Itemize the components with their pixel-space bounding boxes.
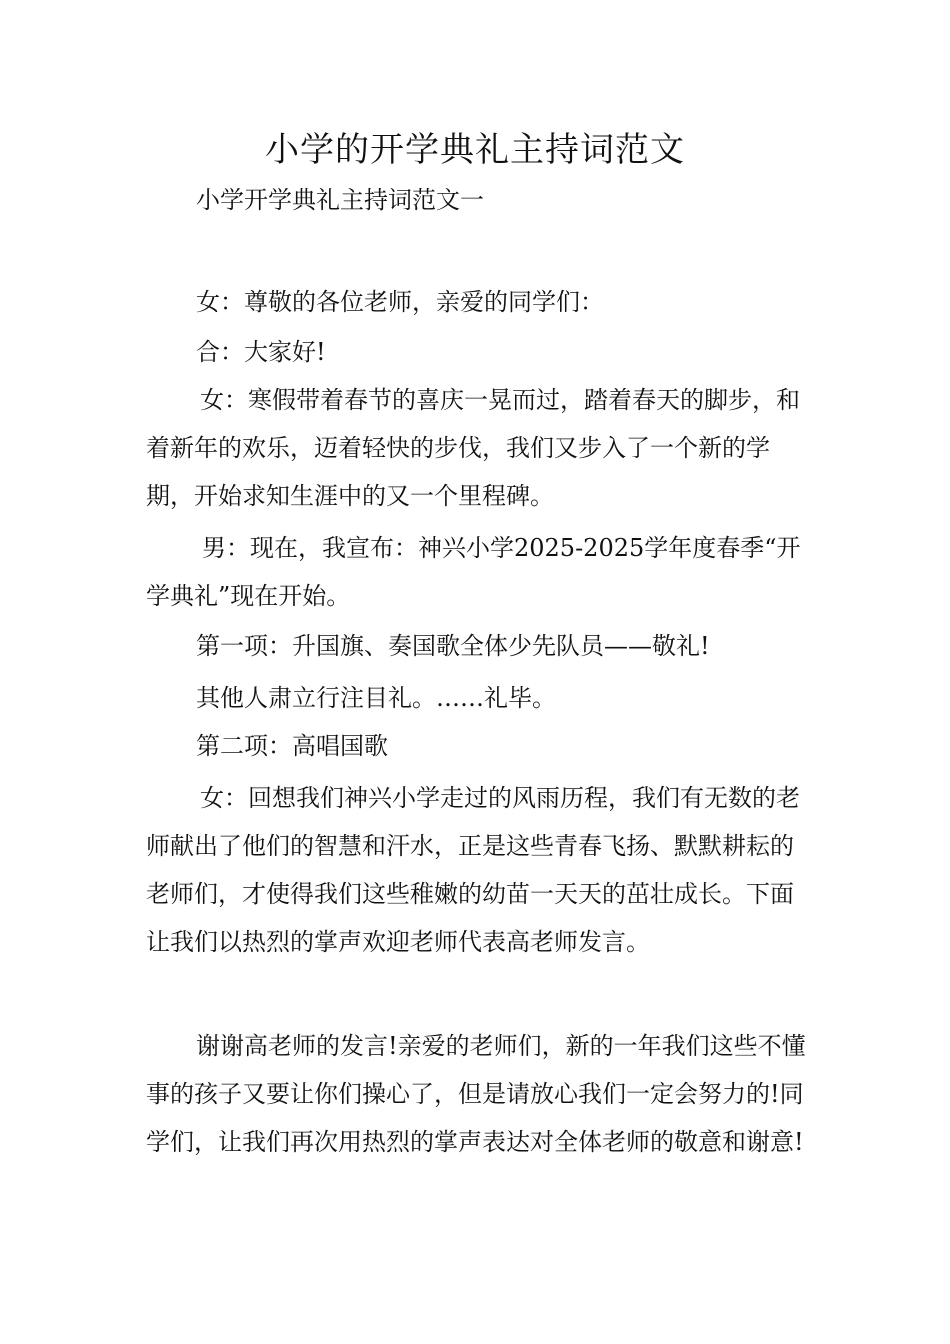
document-title: 小学的开学典礼主持词范文 <box>265 130 685 170</box>
paragraph: 男：现在，我宣布：神兴小学2025-2025学年度春季“开学典礼”现在开始。 <box>146 534 801 610</box>
paragraph: 其他人肃立行注目礼。……礼毕。 <box>196 684 556 712</box>
paragraph: 女：回想我们神兴小学走过的风雨历程，我们有无数的老师献出了他们的智慧和汗水，正是这些青春飞扬、默默耕耘的老师们，才使得我们这些稚嫩的幼苗一天天的茁壮成长。下面让我们以热烈的掌声欢迎老师代表高老师发言。 <box>146 784 800 956</box>
paragraph: 谢谢高老师的发言!亲爱的老师们，新的一年我们这些不懂事的孩子又要让你们操心了，但是请放心我们一定会努力的!同学们，让我们再次用热烈的掌声表达对全体老师的敬意和谢意! <box>146 1032 806 1156</box>
document-subtitle: 小学开学典礼主持词范文一 <box>196 186 484 214</box>
paragraph: 女：尊敬的各位老师，亲爱的同学们： <box>196 288 604 316</box>
paragraph: 第二项：高唱国歌 <box>196 732 388 760</box>
paragraph: 女：寒假带着春节的喜庆一晃而过，踏着春天的脚步，和着新年的欢乐，迈着轻快的步伐，我们又步入了一个新的学期，开始求知生涯中的又一个里程碑。 <box>146 386 800 510</box>
paragraph: 合：大家好! <box>196 338 326 366</box>
paragraph: 第一项：升国旗、奏国歌全体少先队员——敬礼! <box>196 632 710 660</box>
